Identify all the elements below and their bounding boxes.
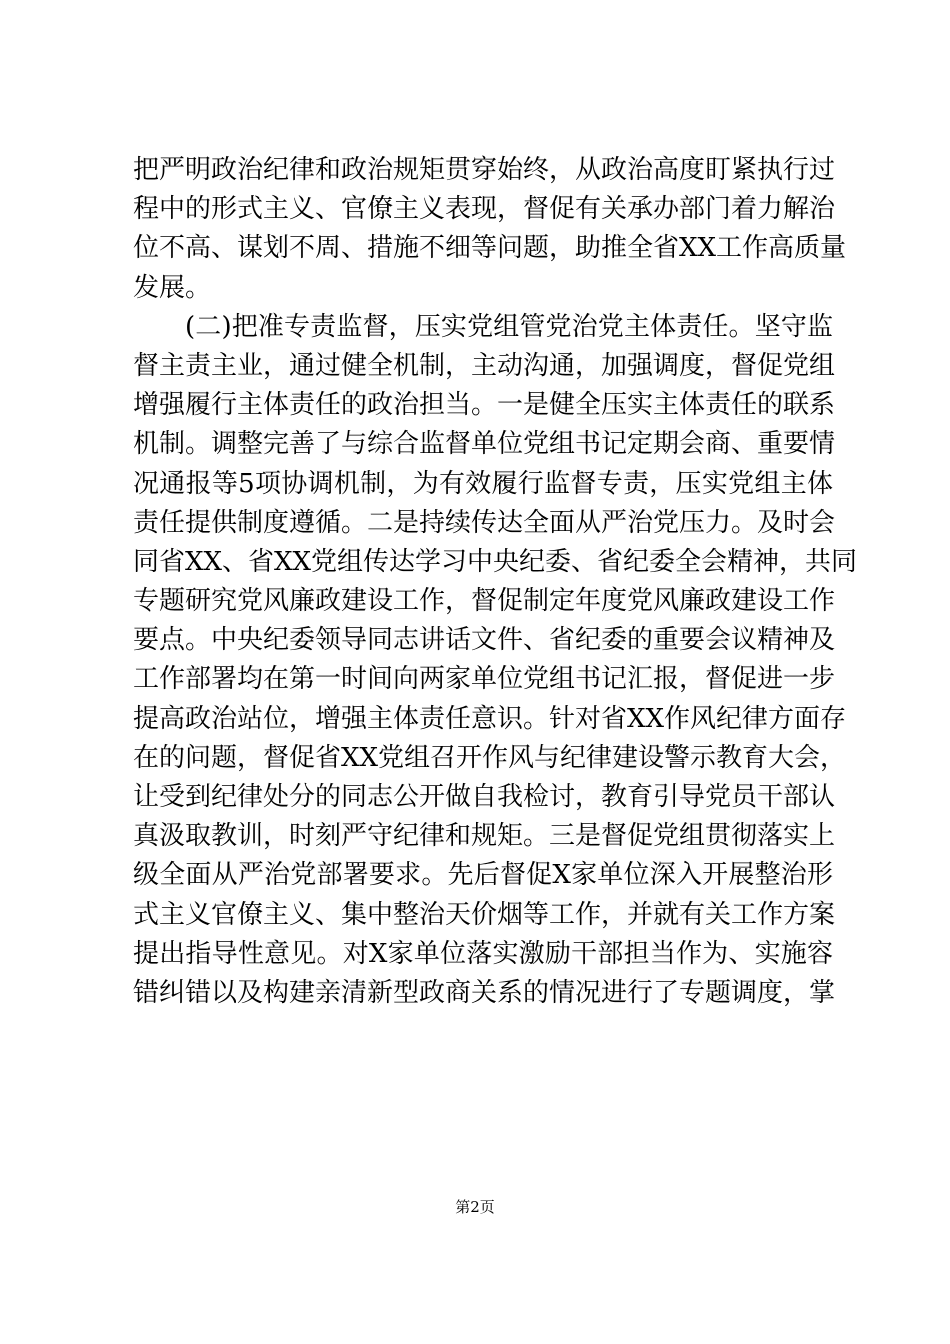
- text-line: (二)把准专责监督，压实党组管党治党主体责任。坚守监: [185, 311, 833, 342]
- text-line: 真汲取教训，时刻严守纪律和规矩。三是督促党组贯彻落实上: [133, 821, 836, 852]
- text-line: 同省XX、省XX党组传达学习中央纪委、省纪委全会精神，共同: [133, 546, 858, 577]
- paragraph-1: [133, 151, 847, 308]
- text-line: 提高政治站位，增强主体责任意识。针对省XX作风纪律方面存: [133, 703, 847, 734]
- text-line: 程中的形式主义、官僚主义表现，督促有关承办部门着力解治: [133, 194, 836, 225]
- text-line: 让受到纪律处分的同志公开做自我检讨，教育引导党员干部认: [133, 782, 836, 812]
- document-body: [133, 151, 858, 1013]
- text-line: 机制。调整完善了与综合监督单位党组书记定期会商、重要情: [133, 429, 836, 460]
- text-line: 级全面从严治党部署要求。先后督促X家单位深入开展整治形: [133, 860, 833, 891]
- text-line: 式主义官僚主义、集中整治天价烟等工作，并就有关工作方案: [133, 899, 836, 930]
- text-line: 督主责主业，通过健全机制，主动沟通，加强调度，督促党组: [133, 350, 836, 381]
- paragraph-2: [133, 308, 858, 1013]
- text-line: 责任提供制度遵循。二是持续传达全面从严治党压力。及时会: [133, 507, 836, 538]
- page-number: 第2页: [455, 1198, 495, 1216]
- text-line: 增强履行主体责任的政治担当。一是健全压实主体责任的联系: [133, 390, 836, 421]
- text-line: 要点。中央纪委领导同志讲话文件、省纪委的重要会议精神及: [133, 625, 836, 656]
- text-line: 错纠错以及构建亲清新型政商关系的情况进行了专题调度，掌: [133, 977, 836, 1008]
- text-line: 况通报等5项协调机制，为有效履行监督专责，压实党组主体: [133, 468, 833, 499]
- text-line: 在的问题，督促省XX党组召开作风与纪律建设警示教育大会，: [133, 742, 847, 773]
- text-line: 发展。: [133, 272, 212, 303]
- text-line: 把严明政治纪律和政治规矩贯穿始终，从政治高度盯紧执行过: [133, 155, 836, 185]
- text-line: 位不高、谋划不周、措施不细等问题，助推全省XX工作高质量: [133, 233, 847, 264]
- text-line: 工作部署均在第一时间向两家单位党组书记汇报，督促进一步: [133, 664, 836, 695]
- text-line: 专题研究党风廉政建设工作，督促制定年度党风廉政建设工作: [133, 586, 836, 617]
- text-line: 提出指导性意见。对X家单位落实激励干部担当作为、实施容: [133, 938, 833, 969]
